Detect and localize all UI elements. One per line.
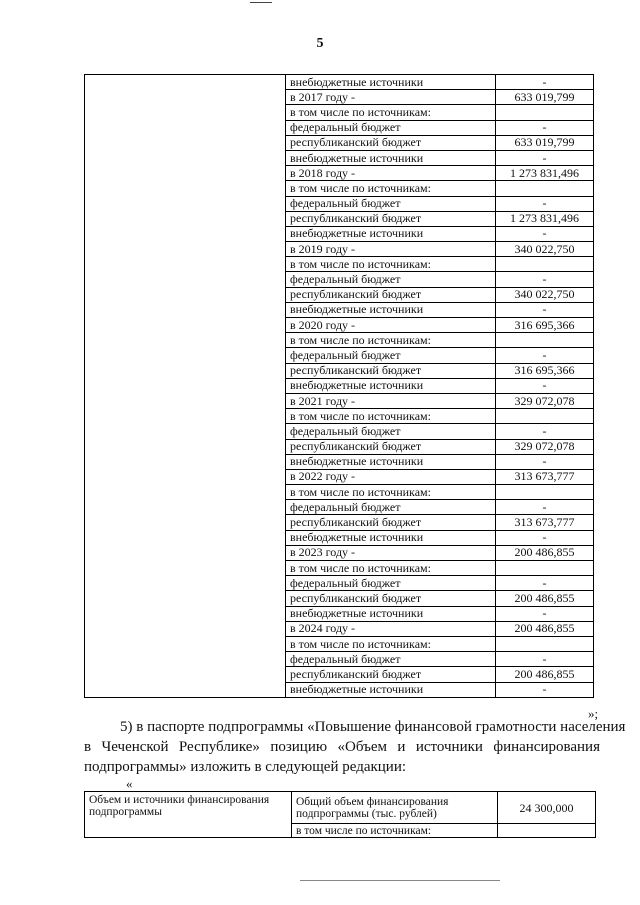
row-value: - [496,150,594,165]
row-label: в 2017 году - [286,90,496,105]
row-value [496,485,594,500]
row-label: федеральный бюджет [286,500,496,515]
row-label: федеральный бюджет [286,424,496,439]
row-label: республиканский бюджет [286,135,496,150]
row-value: - [496,530,594,545]
row-label: в 2022 году - [286,469,496,484]
row-value: 1 273 831,496 [496,166,594,181]
row-value: 200 486,855 [496,621,594,636]
row-value [496,333,594,348]
row-value: 313 673,777 [496,469,594,484]
row-label: в том числе по источникам: [286,485,496,500]
volume-sources-label: Объем и источники финансирования подпрограммы [85,792,292,838]
row-label: внебюджетные источники [286,226,496,241]
row-value: 200 486,855 [496,545,594,560]
row-label: республиканский бюджет [286,515,496,530]
row-label: в 2024 году - [286,621,496,636]
row-label: в 2019 году - [286,242,496,257]
row-value: - [496,226,594,241]
row-value: - [496,196,594,211]
row-value: - [496,120,594,135]
row-label: внебюджетные источники [286,378,496,393]
row-value [496,409,594,424]
total-funding-value: 24 300,000 [498,792,596,824]
row-value: - [496,454,594,469]
row-value: - [496,500,594,515]
row-value: 633 019,799 [496,90,594,105]
scan-mark [250,2,272,3]
row-label: внебюджетные источники [286,606,496,621]
row-label: в том числе по источникам: [286,257,496,272]
row-value: - [496,302,594,317]
row-label: федеральный бюджет [286,272,496,287]
row-value: - [496,424,594,439]
row-value [496,257,594,272]
row-value: 329 072,078 [496,393,594,408]
row-label: внебюджетные источники [286,75,496,90]
row-label: внебюджетные источники [286,530,496,545]
empty-left-cell [85,75,286,698]
row-value: 316 695,366 [496,318,594,333]
row-value: - [496,272,594,287]
row-value: - [496,576,594,591]
row-value: 633 019,799 [496,135,594,150]
row-label: в том числе по источникам: [286,409,496,424]
row-label: республиканский бюджет [286,667,496,682]
row-label: внебюджетные источники [286,302,496,317]
row-value [496,561,594,576]
row-label: республиканский бюджет [286,211,496,226]
row-value: 340 022,750 [496,287,594,302]
row-value: - [496,378,594,393]
sources-value [498,824,596,838]
row-value [496,181,594,196]
row-label: республиканский бюджет [286,287,496,302]
opening-quote: « [126,776,133,791]
row-label: федеральный бюджет [286,348,496,363]
row-label: в 2018 году - [286,166,496,181]
row-value: 340 022,750 [496,242,594,257]
amendment-paragraph [84,717,626,777]
table-row [85,75,594,90]
row-label: федеральный бюджет [286,576,496,591]
row-label: в том числе по источникам: [286,561,496,576]
page-number: 5 [316,36,324,51]
row-value: 200 486,855 [496,667,594,682]
sources-label: в том числе по источникам: [292,824,498,838]
row-value: 329 072,078 [496,439,594,454]
paragraph-line: 5) в паспорте подпрограммы «Повышение финансовой грамотности населения [120,719,626,735]
row-label: федеральный бюджет [286,652,496,667]
row-label: республиканский бюджет [286,439,496,454]
row-value: - [496,682,594,697]
paragraph-line: в Чеченской Республике» позицию «Объем и источники финансирования [84,739,600,755]
row-label: в 2021 году - [286,393,496,408]
row-label: внебюджетные источники [286,454,496,469]
row-label: внебюджетные источники [286,682,496,697]
row-value: - [496,348,594,363]
row-label: в том числе по источникам: [286,636,496,651]
row-label: внебюджетные источники [286,150,496,165]
row-value: 1 273 831,496 [496,211,594,226]
row-value: 316 695,366 [496,363,594,378]
row-value [496,636,594,651]
scan-mark [300,880,500,881]
row-label: федеральный бюджет [286,120,496,135]
row-value: - [496,652,594,667]
closing-quote: »; [588,706,599,721]
funding-table [84,74,594,698]
row-label: в том числе по источникам: [286,333,496,348]
row-value: - [496,75,594,90]
row-label: республиканский бюджет [286,591,496,606]
row-label: в 2023 году - [286,545,496,560]
row-value: - [496,606,594,621]
new-funding-table [84,791,596,838]
row-label: в 2020 году - [286,318,496,333]
row-value: 200 486,855 [496,591,594,606]
paragraph-line: подпрограммы» изложить в следующей редакции: [84,759,407,775]
row-label: федеральный бюджет [286,196,496,211]
row-value [496,105,594,120]
row-label: в том числе по источникам: [286,181,496,196]
row-label: в том числе по источникам: [286,105,496,120]
row-value: 313 673,777 [496,515,594,530]
row-label: республиканский бюджет [286,363,496,378]
total-funding-label: Общий объем финансирования подпрограммы (тыс. рублей) [292,792,498,824]
